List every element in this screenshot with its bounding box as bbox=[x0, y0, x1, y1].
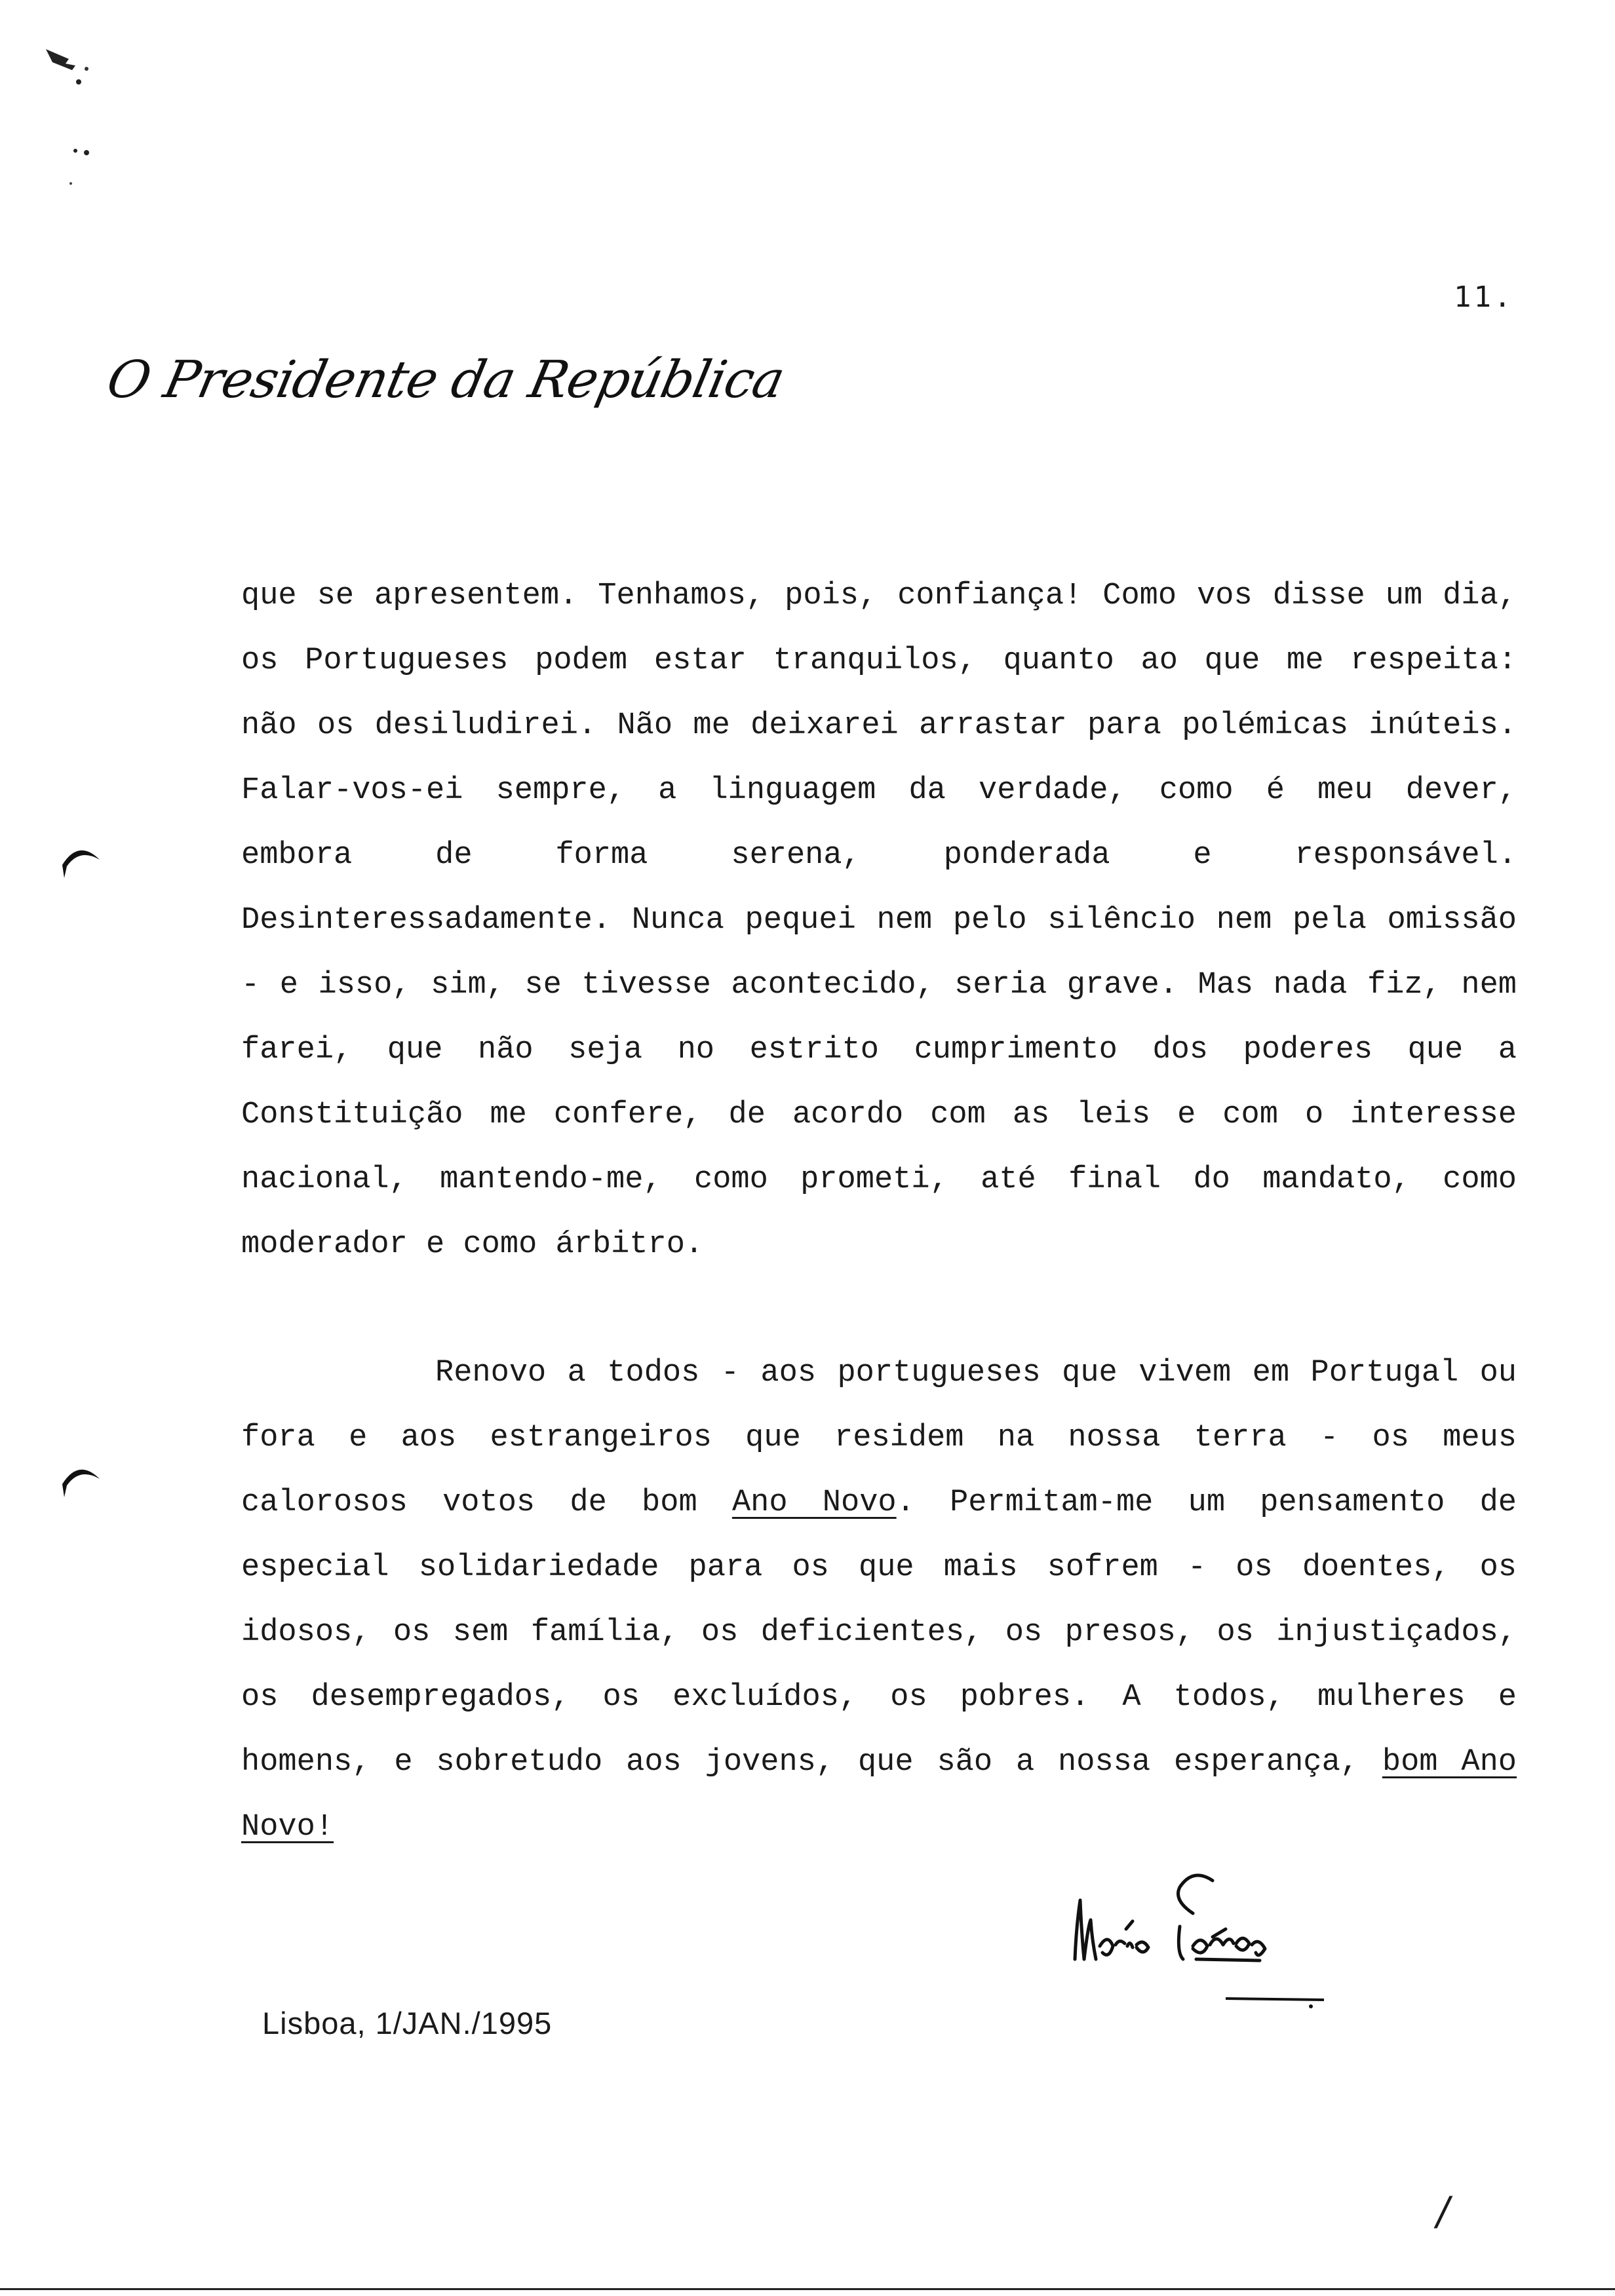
paragraph-1: que se apresentem. Tenhamos, pois, confiança! Como vos disse um dia, os Portugueses podem estar tranquilos, quanto ao que me respeita: não os desiludirei. Não me deixarei arrastar para polémicas inúteis. Falar-vos-ei sempre, a linguagem da verdade, como é meu dever, embora de forma serena, ponderada e responsável. Desinteressadamente. Nunca pequei nem pelo silêncio nem pela omissão - e isso, sim, se tivesse acontecido, seria grave. Mas nada fiz, nem farei, que não seja no estrito cumprimento dos poderes que a Constituição me confere, de acordo com as leis e com o interesse nacional, mantendo-me, como prometi, até final do mandato, como moderador e como árbitro. bbox=[241, 579, 1517, 1262]
paragraph-2-part-2: . Permitam-me um pensamento de especial solidariedade para os que mais sofrem - os doentes, os idosos, os sem família, os deficientes, os presos, os injustiçados, os desempregados, os excluídos, os pobres. A todos, mulheres e homens, e sobretudo aos jovens, que são a nossa esperança, bbox=[241, 1485, 1517, 1780]
binder-mark-2 bbox=[59, 1458, 105, 1504]
place-date: Lisboa, 1/JAN./1995 bbox=[262, 2006, 553, 2040]
underlined-bom-ano-novo: bom Ano Novo! bbox=[241, 1745, 1517, 1845]
paragraph-2 bbox=[241, 1341, 1517, 1860]
letterhead: O Presidente da República bbox=[102, 351, 790, 410]
page-number: 11. bbox=[1454, 280, 1514, 314]
bottom-rule bbox=[0, 2288, 1615, 2290]
binder-mark-1 bbox=[59, 839, 105, 885]
signature bbox=[1062, 1861, 1350, 2012]
paragraph-2-part-1: Renovo a todos - aos portugueses que vivem em Portugal ou fora e aos estrangeiros que residem na nossa terra - os meus calorosos votos de bom bbox=[241, 1356, 1517, 1520]
underlined-ano-novo: Ano Novo bbox=[731, 1485, 897, 1520]
scan-mark-top-left bbox=[39, 36, 144, 193]
bottom-mark: / bbox=[1432, 2189, 1454, 2234]
